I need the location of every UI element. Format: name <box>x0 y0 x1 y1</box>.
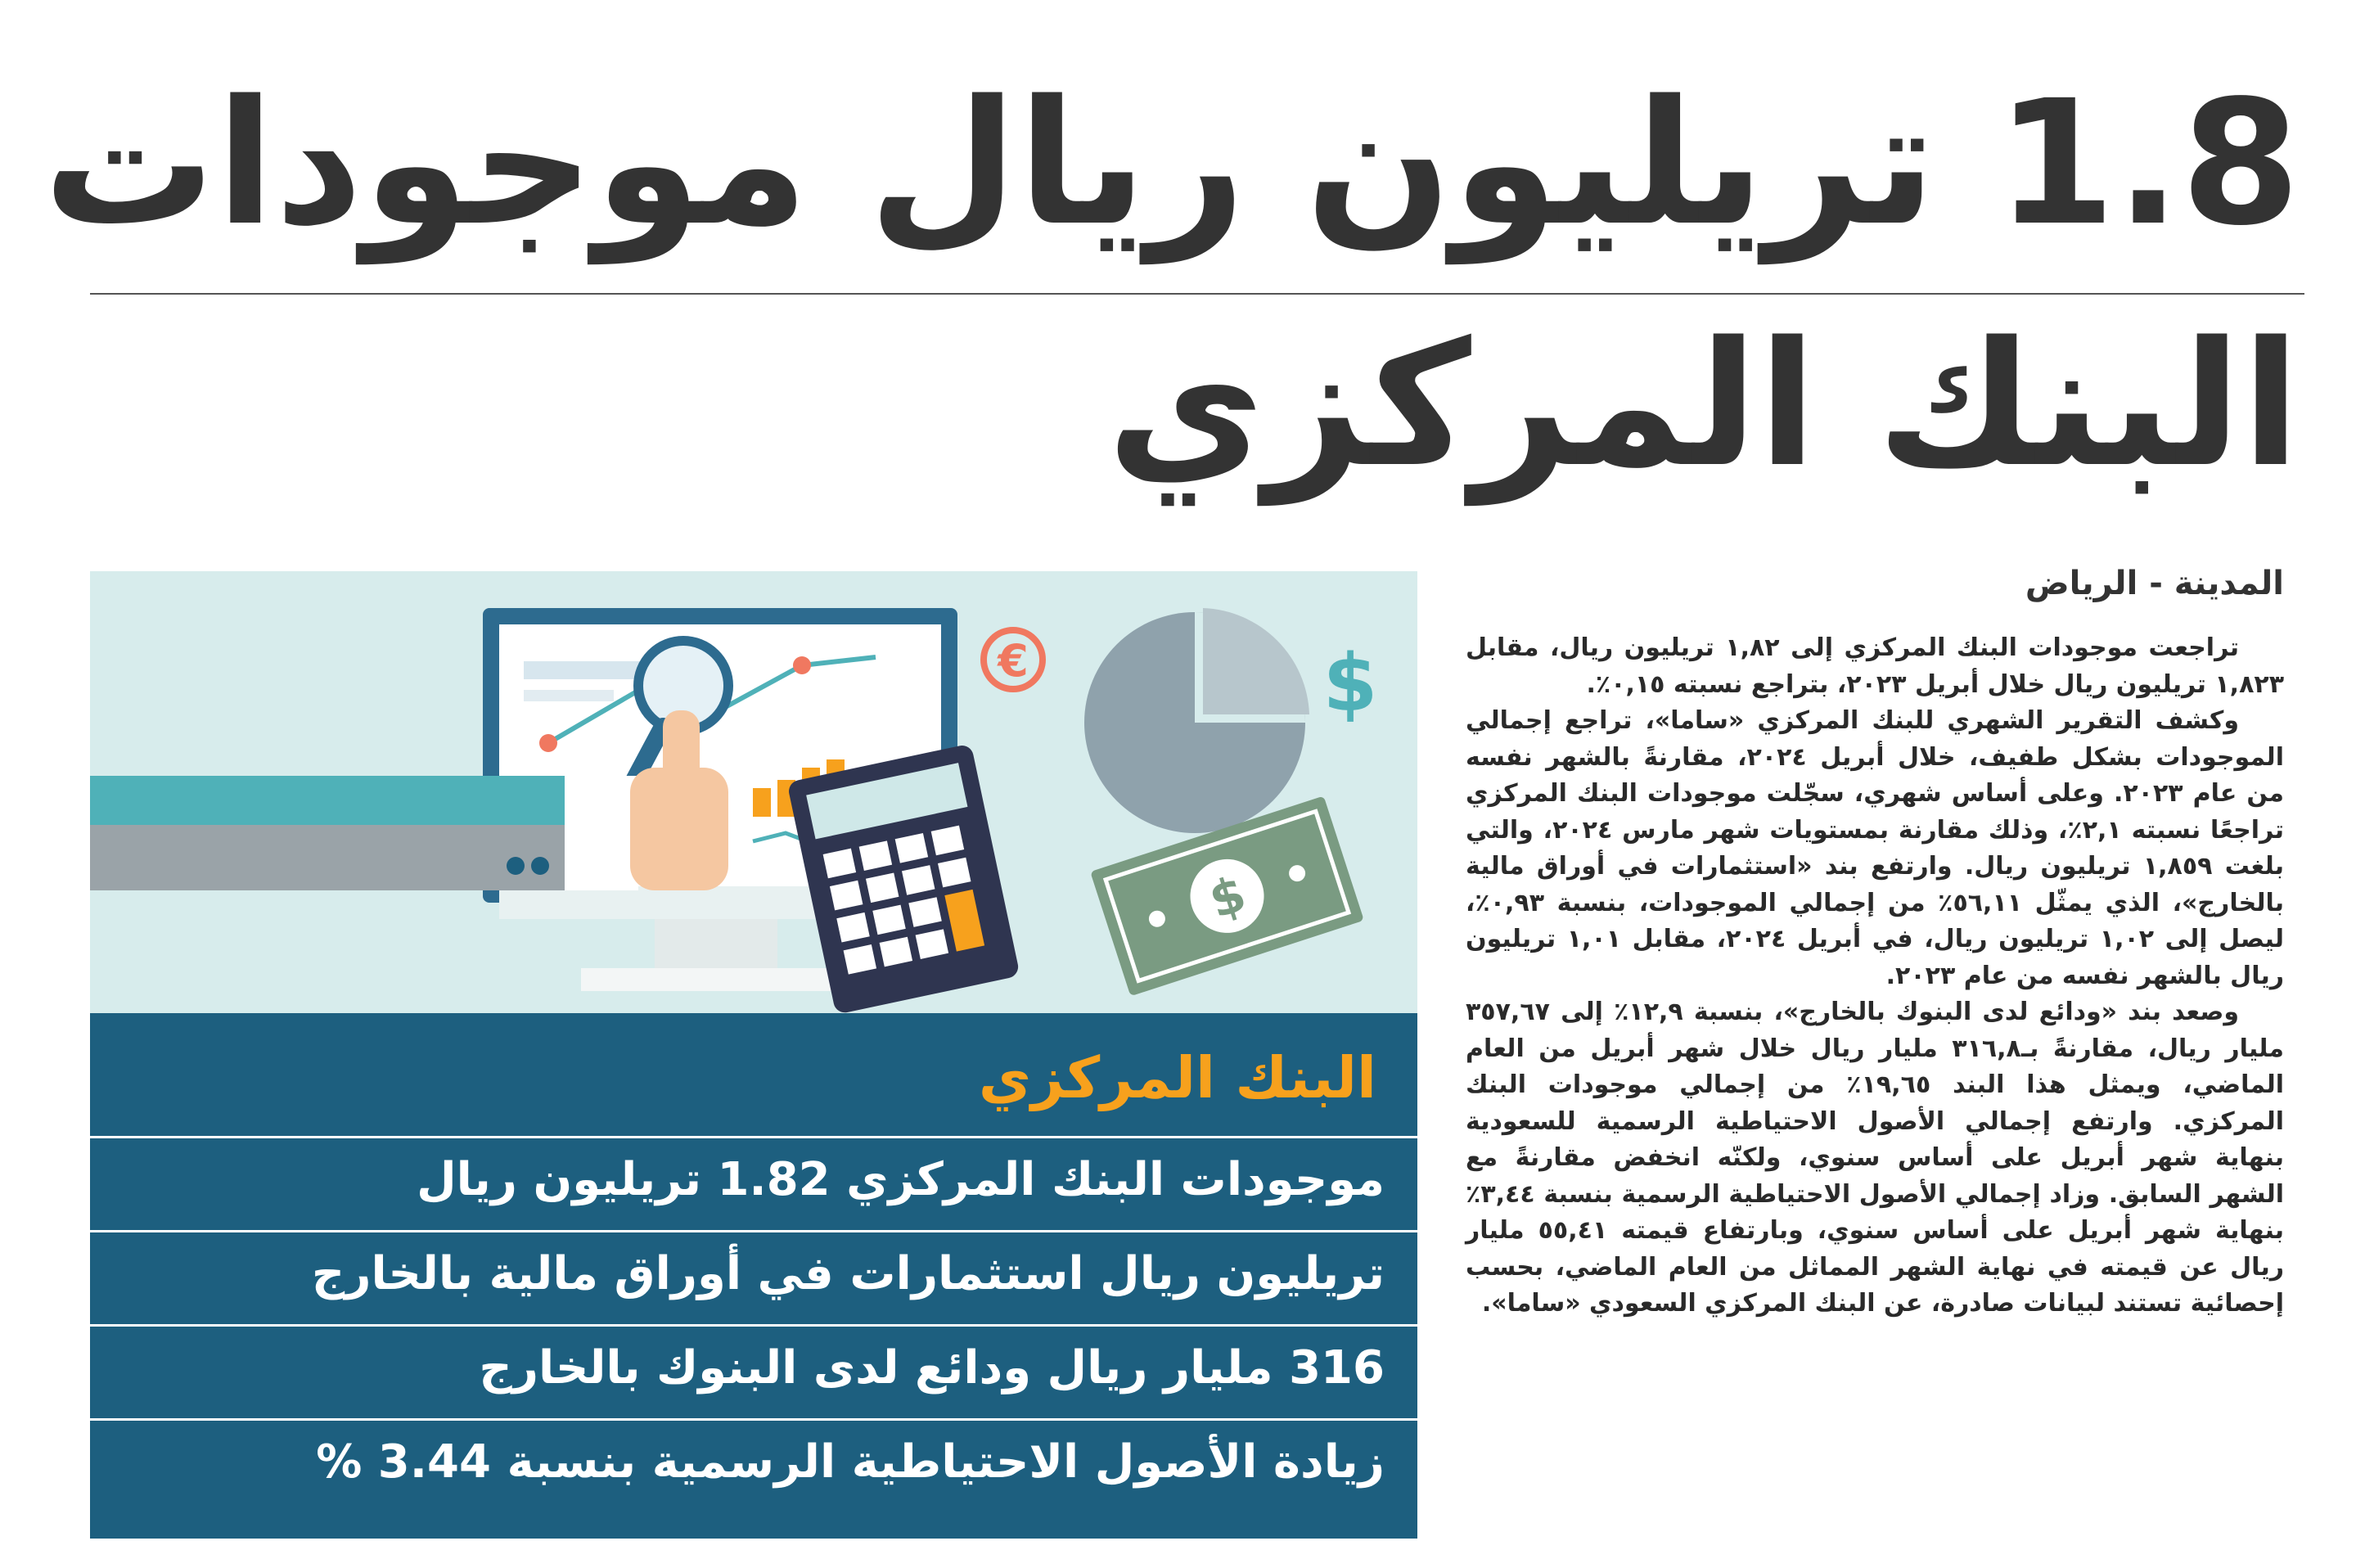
headline-line-1: 1.8 تريليون ريال موجودات <box>43 63 2300 264</box>
infographic-row-text: 316 مليار ريال ودائع لدى البنوك بالخارج <box>479 1341 1385 1395</box>
infographic-row <box>90 1324 1417 1418</box>
finance-illustration <box>90 571 1417 1013</box>
infographic-panel <box>90 1013 1417 1539</box>
finance-illustration-graphic <box>90 571 1417 1013</box>
headline-line-2: البنك المركزي <box>1106 304 2300 505</box>
infographic-row-text: تريليون ريال استثمارات في أوراق مالية بالخارج <box>311 1247 1385 1300</box>
article-body <box>1466 630 2284 1322</box>
article-paragraph: وكشف التقرير الشهري للبنك المركزي «ساما»، تراجع إجمالي الموجودات بشكل طفيف، خلال أبريل ٢٠٢٤، مقارنةً بالشهر نفسه من عام ٢٠٢٣. وعلى أساس شهري، سجّلت موجودات البنك المركزي تراجعًا نسبته ٢,١٪، وذلك مقارنة بمستويات شهر مارس ٢٠٢٤، والتي بلغت ١,٨٥٩ تريليون ريال. وارتفع بند «استثمارات في أوراق مالية بالخارج»، الذي يمثّل ٥٦,١١٪ من إجمالي الموجودات، بنسبة ٠,٩٣٪، ليصل إلى ١,٠٢ تريليون ريال، في أبريل ٢٠٢٤، مقابل ١,٠١ تريليون ريال بالشهر نفسه من عام ٢٠٢٣. <box>1466 706 2284 990</box>
infographic-row <box>90 1418 1417 1512</box>
svg-text:€: € <box>998 635 1029 687</box>
headline-divider <box>90 293 2304 295</box>
dollar-sign-icon: $ <box>1322 638 1378 729</box>
article-paragraph: وصعد بند «ودائع لدى البنوك بالخارج»، بنسبة ١٢,٩٪ إلى ٣٥٧,٦٧ مليار ريال، مقارنةً بـ٣١٦,٨ مليار ريال خلال شهر أبريل من العام الماضي، ويمثل هذا البند ١٩,٦٥٪ من إجمالي موجودات البنك المركزي. وارتفع إجمالي الأصول الاحتياطية الرسمية للسعودية بنهاية شهر أبريل على أساس سنوي، ولكنّه انخفض مقارنةً مع الشهر السابق. وزاد إجمالي الأصول الاحتياطية الرسمية بنسبة ٣,٤٤٪ بنهاية شهر أبريل على أساس سنوي، وبارتفاع قيمته ٥٥,٤١ مليار ريال عن قيمته في نهاية الشهر المماثل من العام الماضي، بحسب إحصائية تستند لبيانات صادرة، عن البنك المركزي السعودي «ساما». <box>1466 998 2285 1318</box>
svg-text:$: $ <box>1202 865 1253 930</box>
infographic-row <box>90 1136 1417 1230</box>
infographic-title: البنك المركزي <box>978 1044 1376 1111</box>
infographic-row-text: زيادة الأصول الاحتياطية الرسمية بنسبة 3.44 % <box>316 1435 1385 1489</box>
byline: المدينة - الرياض <box>2025 565 2284 602</box>
article-paragraph: تراجعت موجودات البنك المركزي إلى ١,٨٢ تريليون ريال، مقابل ١,٨٢٣ تريليون ريال خلال أبريل ٢٠٢٣، بتراجع نسبته ٠,١٥٪. <box>1466 633 2284 699</box>
infographic-row <box>90 1230 1417 1324</box>
infographic <box>90 571 1417 1539</box>
infographic-row-text: موجودات البنك المركزي 1.82 تريليون ريال <box>417 1153 1385 1206</box>
